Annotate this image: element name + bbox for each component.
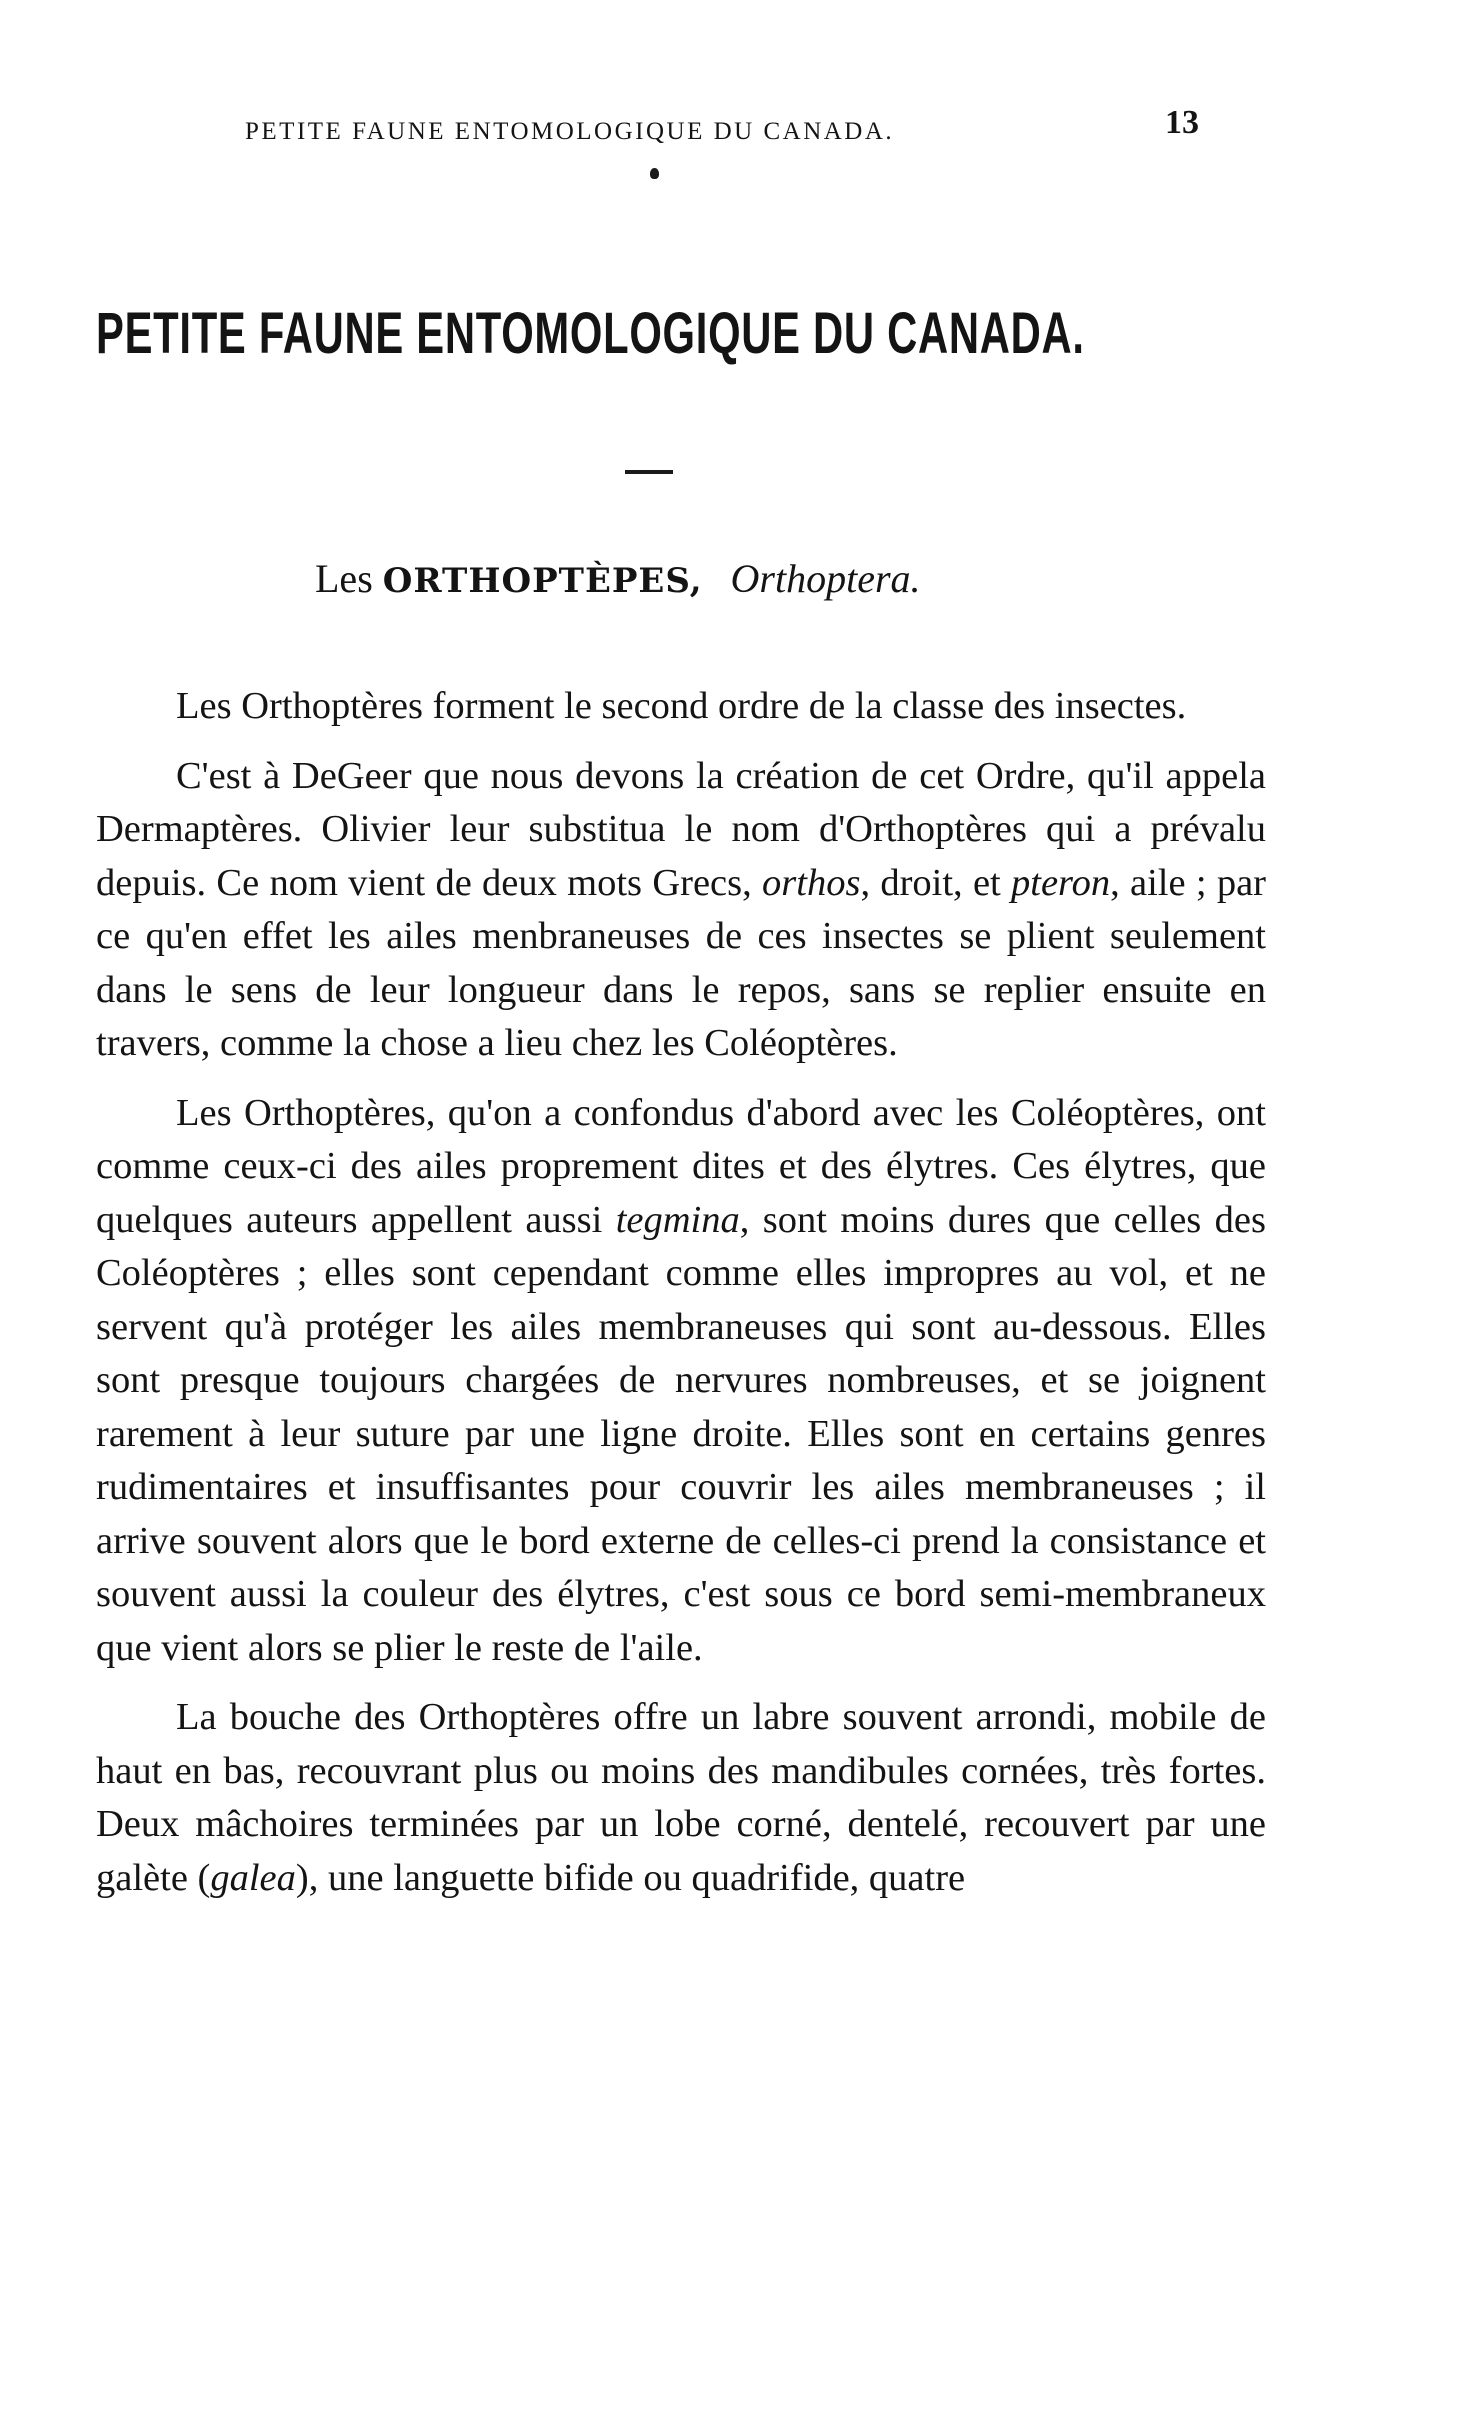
title-divider — [625, 470, 673, 474]
paragraph-2-italic-orthos: orthos — [762, 861, 861, 904]
paragraph-2 — [96, 750, 1266, 1071]
paragraph-2-text-b: , droit, et — [860, 861, 1012, 904]
paragraph-3-text-b: , sont moins dures que celles des Coléoptères ; elles sont cependant comme elles impropres au vol, et ne servent qu'à protéger les ailes membraneuses qui sont au-dessous. Elles sont presque toujours chargées de nervures nombreuses, et se joignent rarement à leur suture par une ligne droite. Elles sont en certains genres rudimentaires et insuffisantes pour couvrir les ailes membraneuses ; il arrive souvent alors que le bord externe de celles-ci prend la consistance et souvent aussi la couleur des élytres, c'est sous ce bord semi-membraneux que vient alors se plier le reste de l'aile. — [96, 1198, 1266, 1669]
section-heading-latin: Orthoptera. — [730, 556, 921, 601]
paragraph-2-italic-pteron: pteron — [1011, 861, 1111, 904]
section-heading-lead: Les — [315, 556, 383, 601]
paragraph-3-italic-tegmina: tegmina — [615, 1198, 740, 1241]
ink-dot — [650, 168, 659, 179]
section-heading — [315, 555, 921, 602]
paragraph-3-text-a: Les Orthoptères, qu'on a confondus d'abord avec les Coléoptères, ont comme ceux-ci des ailes proprement dites et des élytres. Ces élytres, que quelques auteurs appellent aussi — [96, 1091, 1266, 1241]
paragraph-4 — [96, 1691, 1266, 1905]
paragraph-2-text-a: C'est à DeGeer que nous devons la création de cet Ordre, qu'il appela Dermaptères. Olivier leur substitua le nom d'Orthoptères qui a prévalu depuis. Ce nom vient de deux mots Grecs, — [96, 754, 1266, 904]
page-number: 13 — [1165, 104, 1199, 141]
paragraph-3 — [96, 1087, 1266, 1676]
paragraph-4-text-a: La bouche des Orthoptères offre un labre souvent arrondi, mobile de haut en bas, recouvrant plus ou moins des mandibules cornées, très fortes. Deux mâchoires terminées par un lobe corné, dentelé, recouvert par une galète ( — [96, 1696, 1266, 1899]
body-text — [96, 680, 1266, 1921]
paragraph-4-italic-galea: galea — [210, 1856, 296, 1899]
running-header: PETITE FAUNE ENTOMOLOGIQUE DU CANADA. — [245, 118, 895, 145]
paragraph-1-text: Les Orthoptères forment le second ordre de la classe des insectes. — [176, 685, 1187, 727]
page-title: PETITE FAUNE ENTOMOLOGIQUE DU CANADA. — [96, 301, 1085, 366]
section-heading-order: ORTHOPTÈPES, — [382, 561, 703, 601]
paragraph-1 — [96, 680, 1266, 734]
paragraph-2-text-c: , aile ; par ce qu'en effet les ailes menbraneuses de ces insectes se plient seulement dans le sens de leur longueur dans le repos, sans se replier ensuite en travers, comme la chose a lieu chez les Coléoptères. — [96, 861, 1266, 1064]
paragraph-4-text-b: ), une languette bifide ou quadrifide, quatre — [295, 1856, 966, 1899]
